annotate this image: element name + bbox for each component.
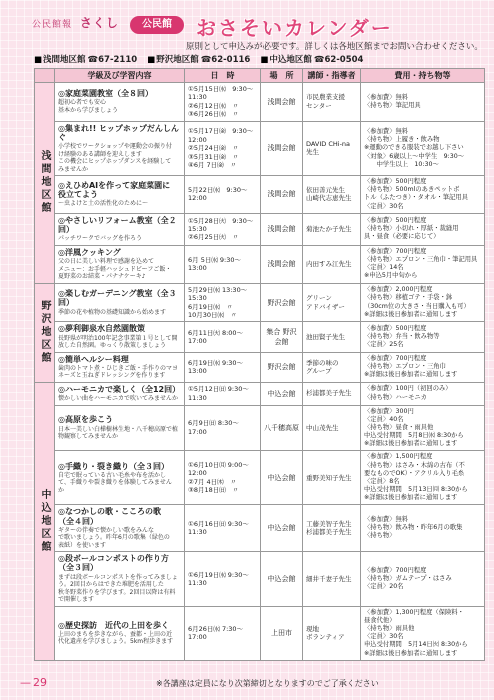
header-content: 学級及び学習内容	[55, 69, 185, 83]
table-row	[35, 382, 485, 405]
phone-icon: ☎	[313, 55, 325, 65]
course-title: ◎なつかしの歌・こころの歌 （全４回）	[58, 507, 161, 526]
branch-tel: 62-0504	[324, 55, 364, 65]
table-row	[35, 352, 485, 382]
course-place: 上田市	[261, 606, 303, 660]
course-cell	[55, 176, 185, 214]
course-fee: 〈参加費〉500円程度 〈持ち物〉小切れ・厚紙・裁縫用 具・昼食（必要に応じて）	[361, 213, 485, 245]
course-date: ①5月15日㈬ 9:30～11:30 ②6月12日㈬ 〃 ③6月26日㈬ 〃	[185, 83, 261, 122]
notice-text: 原則として申込みが必要です。詳しくは各地区館までお問い合わせください。	[186, 42, 483, 52]
table-row	[35, 405, 485, 451]
square-icon: ■	[260, 55, 269, 65]
branch-item	[34, 53, 137, 65]
course-date: 6月9日㈰ 8:30～17:00	[185, 405, 261, 451]
course-teacher: 菊池たか子先生	[303, 213, 361, 245]
course-place: 中込会館	[261, 451, 303, 505]
course-description: パッチワークでバッグを作ろう	[58, 235, 143, 243]
course-description: 父の日に美しい料理で感謝を込めて メニュー：お手軽ハッシュドビーフご飯・ 夏野菜のお結菜・パナナケーキ♪	[58, 258, 172, 281]
course-cell	[55, 352, 185, 382]
table-row	[35, 322, 485, 352]
course-description: 超初心者でも安心 基本から学びましょう	[58, 99, 119, 114]
course-description: まずは段ボールコンポストを作ってみましょ う。2回目からはできた堆肥を活用した 秋冬野菜作りを学びます。2回目以降は有料 で開催します	[58, 573, 178, 604]
course-description: 自宅で眠っている古い毛糸や布を活かし て、手織りや裂き織りを体験してみません か	[58, 471, 172, 494]
course-place: 浅間会館	[261, 245, 303, 283]
course-cell	[55, 322, 185, 352]
course-place: 集合 野沢会館	[261, 322, 303, 352]
course-date: 5月29日㈬ 13:30～15:30 6月19日㈬ 〃 10月30日㈬ 〃	[185, 283, 261, 322]
course-description: 上田のまちを歩きながら、蚕都・上田の近 代化遺産を学びましょう。5km程歩きます	[58, 630, 174, 646]
course-teacher: グリーン アドバイザー	[303, 283, 361, 322]
footer	[10, 672, 484, 692]
course-description: 長野県が明治100年記念事業第１号として開 放した自然園。ゆっくり散策しましょう	[58, 334, 178, 350]
course-cell	[55, 83, 185, 122]
course-title: ◎えひめAIを作って家庭菜園に 役立てよう	[58, 181, 171, 200]
branch-list	[34, 53, 484, 65]
table-row	[35, 552, 485, 606]
area-label: 浅間地区館	[35, 83, 55, 284]
area-label: 野沢地区館	[35, 283, 55, 382]
publication-prefix: 公民館報	[32, 20, 73, 30]
branch-name: 中込地区館	[269, 55, 312, 65]
course-cell	[55, 606, 185, 660]
course-description: 歯肉のトマト煮・ひじきご飯・手作りのマヨ ネーズと玉ねぎドレッシングを作ります	[58, 364, 179, 380]
table-row	[35, 83, 485, 122]
course-teacher: 内田すみ江先生	[303, 245, 361, 283]
branch-name: 野沢地区館	[156, 55, 199, 65]
course-teacher: 工藤美智子先生 杉浦都美子先生	[303, 505, 361, 552]
course-cell	[55, 451, 185, 505]
course-cell	[55, 405, 185, 451]
course-teacher: 市民農業支援 センター	[303, 83, 361, 122]
course-title: ◎簡単ヘルシー料理	[58, 354, 129, 364]
branch-tel: 62-0116	[211, 55, 251, 65]
course-title: ◎段ボールコンポストの作り方 （全３回）	[58, 554, 169, 573]
course-cell	[55, 283, 185, 322]
publication-name	[32, 14, 119, 31]
course-fee: 〈参加費〉300円 〈定員〉40名 〈持ち物〉昼食・雨具他 中込受付期間 5月8日㈬ 8:30から ※詳細は後日参加者に通知します	[361, 405, 485, 451]
course-date: ①5月17日㈮ 9:30～12:00 ②5月24日㈮ 〃 ③5月31日㈮ 〃 ④6月 7日㈮ 〃	[185, 121, 261, 175]
course-cell	[55, 245, 185, 283]
course-place: 浅間会館	[261, 176, 303, 214]
branch-name: 浅間地区館	[43, 55, 86, 65]
course-title: ◎家庭菜園教室（全８回）	[58, 89, 153, 99]
course-place: 中込会館	[261, 552, 303, 606]
course-fee: 〈参加費〉100円（初回のみ） 〈持ち物〉ハーモニカ	[361, 382, 485, 405]
course-cell	[55, 505, 185, 552]
course-title: ◎高原を歩こう	[58, 415, 113, 425]
course-teacher: 季節の味の グループ	[303, 352, 361, 382]
table-row	[35, 245, 485, 283]
course-cell	[55, 121, 185, 175]
course-fee: 〈参加費〉無料 〈持ち物〉上履き・飲み物 ※運動のできる服装でお越し下さい 〈対象〉6歳以上～中学生 9:30～ 中学生以上 10:30～	[361, 121, 485, 175]
course-fee: 〈参加費〉500円程度 〈持ち物〉弁当・飲み物等 〈定員〉25名	[361, 322, 485, 352]
header-blank	[35, 69, 55, 83]
table-row	[35, 213, 485, 245]
page-number: — 29	[20, 676, 47, 689]
course-fee: 〈参加費〉700円程度 〈持ち物〉ガムテープ・はさみ 〈定員〉20名	[361, 552, 485, 606]
course-date: ①5月28日㈫ 9:30～15:30 ②6月25日㈫ 〃	[185, 213, 261, 245]
course-cell	[55, 382, 185, 405]
course-fee: 〈参加費〉1,500円程度 〈持ち物〉はさみ・木綿の古布（不 要なものでOK）・アクリル入り毛糸 〈定員〉8名 中込受付期間 5月13日㈪ 8:30から ※詳細は後日参加者に通知します	[361, 451, 485, 505]
course-teacher: 細井千妻子先生	[303, 552, 361, 606]
table-header-row	[35, 69, 485, 83]
header-place: 場 所	[261, 69, 303, 83]
course-place: 浅間会館	[261, 83, 303, 122]
course-date: 6月 5日㈬ 9:30～13:00	[185, 245, 261, 283]
course-title: ◎夢利御泉水自然園散策	[58, 324, 145, 334]
branch-item	[260, 53, 363, 65]
calendar-table	[34, 68, 485, 661]
course-description: 小学校でワークショップや運動会の振り付 け経験のある講師を迎えします この機会にヒップホップダンスを経験して みませんか	[58, 143, 172, 173]
course-title: ◎楽しむガーデニング教室（全３回）	[58, 289, 177, 308]
course-title: ◎集まれ!! ヒップホップだんしんぐ	[58, 123, 179, 142]
table-row	[35, 505, 485, 552]
header-date: 日 時	[185, 69, 261, 83]
square-icon: ■	[34, 55, 43, 65]
table-row	[35, 121, 485, 175]
branch-item	[147, 53, 250, 65]
course-date: ①6月16日㈰ 9:30～11:30	[185, 505, 261, 552]
course-teacher: 池田賢子先生	[303, 322, 361, 352]
course-teacher: DAVID CHi-na 先生	[303, 121, 361, 175]
header-teacher: 講師・指導者	[303, 69, 361, 83]
course-fee: 〈参加費〉700円程度 〈持ち物〉エプロン・三角巾・筆記用具 〈定員〉14名 ※申込5月中旬から	[361, 245, 485, 283]
course-teacher: 重野美知子先生	[303, 451, 361, 505]
course-title: ◎ハーモニカで楽しく（全12回）	[58, 384, 181, 394]
course-place: 浅間会館	[261, 213, 303, 245]
table-row	[35, 176, 485, 214]
course-description: ギターの伴奏で懐かしい歌をみんな で歌いましょう。昨年6月の歌集（緑色の 表紙）を使います	[58, 526, 170, 549]
kominkan-badge: 公民館	[130, 16, 184, 34]
course-fee: 〈参加費〉700円程度 〈持ち物〉エプロン・三角巾 ※詳細は後日参加者に通知します	[361, 352, 485, 382]
course-description: 懐かしい曲をハーモニカで吹いてみませんか	[58, 395, 179, 402]
course-teacher: 中山茂先生	[303, 405, 361, 451]
course-teacher: 現地 ボランティア	[303, 606, 361, 660]
course-place: 野沢会館	[261, 352, 303, 382]
table-row	[35, 283, 485, 322]
course-place: 中込会館	[261, 505, 303, 552]
course-date: 6月26日㈬ 7:30～17:00	[185, 606, 261, 660]
area-label: 中込地区館	[35, 382, 55, 660]
course-fee: 〈参加費〉500円程度 〈持ち物〉500mlのあきペットボ トル（ふたつき）・タオル・筆記用具 〈定員〉30名	[361, 176, 485, 214]
course-cell	[55, 213, 185, 245]
course-fee: 〈参加費〉1,300円程度（保険料・ 昼食代他） 〈持ち物〉雨具他 〈定員〉30名 申込受付期間 5月14日㈫ 8:30から ※詳細は後日参加者に通知します	[361, 606, 485, 660]
header-fee: 費用・持ち物等	[361, 69, 485, 83]
branch-tel: 67-2110	[98, 55, 138, 65]
course-title: ◎手織り・裂き織り（全３回）	[58, 461, 169, 471]
publication-title: さくし	[79, 16, 119, 30]
course-fee: 〈参加費〉2,000円程度 〈持ち物〉移植ゴテ・手袋・鉢 （30cm位の大きさ・当日購入も可） ※詳細は後日参加者に通知します	[361, 283, 485, 322]
course-title: ◎歴史探訪 近代の上田を歩く	[58, 620, 169, 630]
course-cell	[55, 552, 185, 606]
footnote: ※各講座は定員になり次第締切となりますのでご了承ください	[156, 679, 379, 688]
phone-icon: ☎	[200, 55, 212, 65]
course-description: 季節の花や植物の基礎知識から始めます	[58, 308, 167, 316]
course-teacher: 杉浦都美子先生	[303, 382, 361, 405]
course-description: 日本一美しい白樺樹林生地・八千穂高原で植 物観察してみませんか	[58, 425, 179, 441]
page-title: おさそいカレンダー	[196, 16, 393, 40]
course-date: ①5月12日㈰ 9:30～11:30	[185, 382, 261, 405]
course-date: ①6月19日㈬ 9:30～11:30	[185, 552, 261, 606]
course-date: 6月19日㈬ 9:30～13:00	[185, 352, 261, 382]
page	[10, 8, 484, 692]
table-row	[35, 606, 485, 660]
course-place: 野沢会館	[261, 283, 303, 322]
course-place: 中込会館	[261, 382, 303, 405]
course-place: 浅間会館	[261, 121, 303, 175]
course-date: 5月22日㈬ 9:30～12:00	[185, 176, 261, 214]
course-title: ◎やさしいリフォーム教室（全２回）	[58, 215, 177, 234]
header	[10, 8, 484, 40]
course-place: 八千穂高原	[261, 405, 303, 451]
course-title: ◎洋風クッキング	[58, 247, 121, 257]
square-icon: ■	[147, 55, 156, 65]
course-date: 6月11日㈫ 8:00～17:00	[185, 322, 261, 352]
phone-icon: ☎	[87, 55, 99, 65]
table-row	[35, 451, 485, 505]
course-fee: 〈参加費〉無料 〈持ち物〉筆記用具	[361, 83, 485, 122]
course-date: ①6月10日㈪ 9:00～12:00 ②7月 4日㈭ 〃 ③8月18日㈰ 〃	[185, 451, 261, 505]
course-fee: 〈参加費〉無料 〈持ち物〉飲み物・昨年6月の歌集 〈持ち物〉	[361, 505, 485, 552]
course-description: ～虫よけと土の活性化のために～	[58, 200, 149, 208]
course-teacher: 依田善元先生 山崎代志恵先生	[303, 176, 361, 214]
